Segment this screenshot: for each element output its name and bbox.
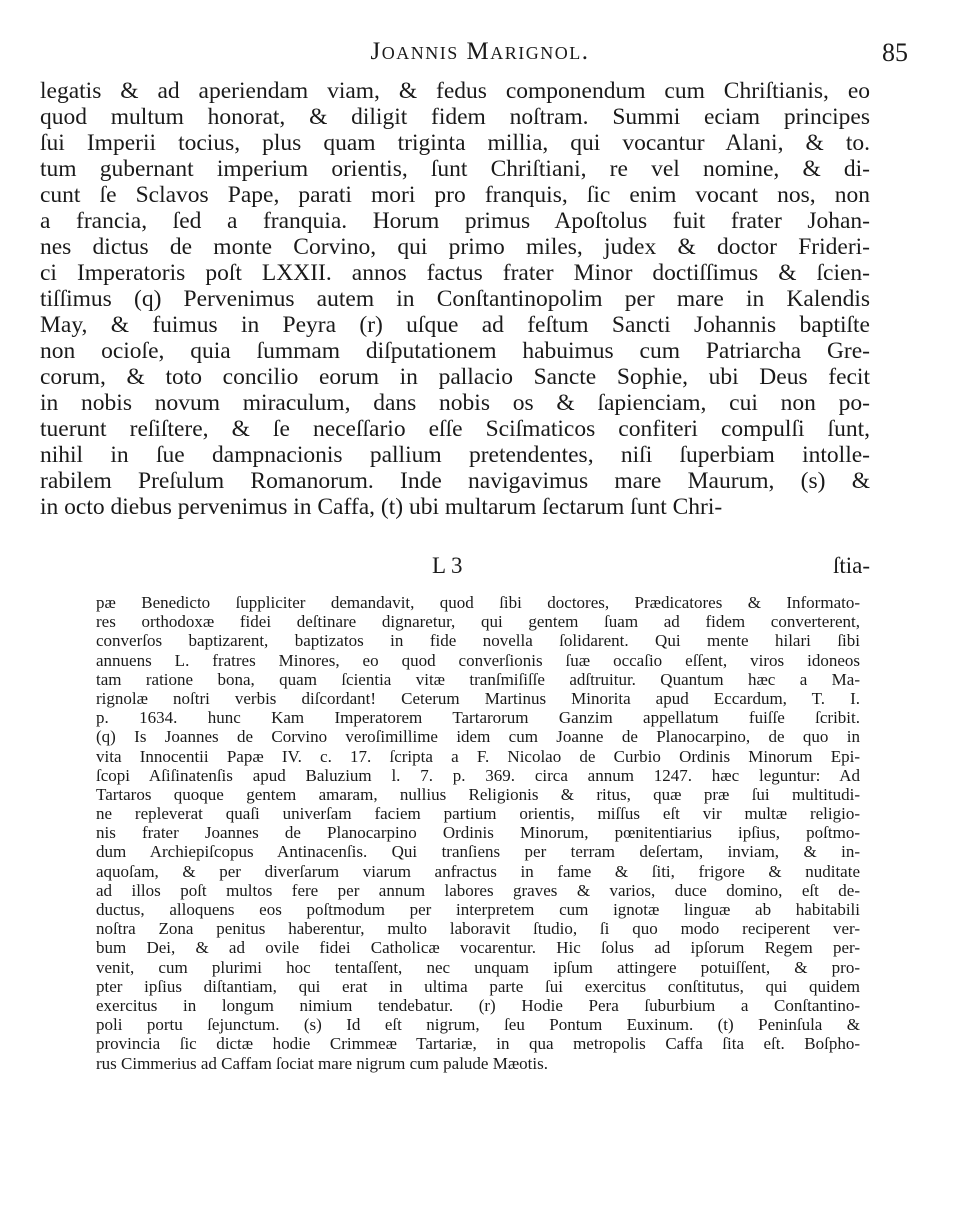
main-text-line: in octo diebus pervenimus in Caffa, (t) ubi multarum ſectarum ſunt Chri-	[40, 494, 723, 520]
main-text-line: nes dictus de monte Corvino, qui primo miles, judex & doctor Frideri-	[40, 234, 870, 260]
main-text-line: tiſſimus (q) Pervenimus autem in Conſtantinopolim per mare in Kalendis	[40, 286, 870, 312]
footnote-line: p. 1634. hunc Kam Imperatorem Tartarorum Ganzim appellatum fuiſſe ſcribit.	[96, 708, 860, 728]
footnote-line: annuens L. fratres Minores, eo quod converſionis ſuæ occaſio eſſent, viros idoneos	[96, 650, 860, 670]
footnote-line: venit, cum plurimi hoc tentaſſent, nec unquam ipſum attingere potuiſſent, & pro-	[96, 957, 860, 977]
footnote-line: Tartaros quoque gentem amaram, nullius Religionis & ritus, quæ præ ſui multitudi-	[96, 784, 860, 804]
main-text-line: corum, & toto concilio eorum in pallacio Sancte Sophie, ubi Deus fecit	[40, 364, 870, 390]
footnote-line: rignolæ noſtri verbis diſcordant! Ceterum Martinus Minorita apud Eccardum, T. I.	[96, 688, 860, 708]
running-title: Joannis Marignol.	[370, 38, 590, 65]
footnote-line: ductus, alloquens eos poſtmodum per interpretem cum ignotæ linguæ ab habitabili	[96, 900, 860, 919]
catchword: ſtia-	[832, 553, 870, 578]
footnote-line: tam ratione bona, quam ſcientia vitæ tranſmiſiſſe adſtruitur. Quantum hæc a Ma-	[96, 669, 860, 689]
footnote-line: exercitus in longum nimium tendebatur. (r) Hodie Pera ſuburbium a Conſtantino-	[96, 995, 860, 1015]
footnote-line: noſtra Zona penitus haberentur, multo laboravit ſtudio, ſi quo modo reciperent ver-	[96, 919, 860, 939]
footnote-line: bum Dei, & ad ovile fidei Catholicæ vocarentur. Hic ſolus ad ipſorum Regem per-	[96, 938, 860, 958]
running-head	[0, 34, 960, 74]
footnote-line: nis frater Joannes de Planocarpino Ordinis Minorum, pœnitentiarius ipſius, poſtmo-	[96, 823, 860, 843]
page-number: 85	[882, 38, 908, 67]
footnote-line: rus Cimmerius ad Caffam ſociat mare nigrum cum palude Mæotis.	[96, 1053, 548, 1073]
footnote-line: provincia ſic dictæ hodie Crimmeæ Tartariæ, in qua metropolis Caffa ſita eſt. Boſpho-	[96, 1034, 860, 1054]
footnote-line: aquoſam, & per diverſarum viarum anfractus in fame & ſiti, frigore & nuditate	[96, 861, 860, 881]
footnote-line: vita Innocentii Papæ IV. c. 17. ſcripta a F. Nicolao de Curbio Ordinis Minorum Epi-	[96, 746, 860, 766]
main-text-line: quod multum honorat, & diligit fidem noſtram. Summi eciam principes	[40, 104, 870, 130]
footnote-line: dum Archiepiſcopus Antinacenſis. Qui tranſiens per terram deſertam, inviam, & in-	[96, 842, 860, 862]
main-text-line: tum gubernant imperium orientis, ſunt Chriſtiani, re vel nomine, & di-	[40, 156, 870, 182]
footnote-line: res orthodoxæ fidei deſtinare dignaretur, qui gentem ſuam ad fidem converterent,	[96, 612, 860, 632]
main-text-line: rabilem Preſulum Romanorum. Inde navigavimus mare Maurum, (s) &	[40, 468, 870, 494]
main-text-line: May, & fuimus in Peyra (r) uſque ad feſtum Sancti Johannis baptiſte	[40, 312, 870, 338]
footnote-line: ne repleverat quaſi univerſam faciem partium orientis, miſſus eſt vir multæ religio-	[96, 804, 860, 824]
footnote-line: pter ipſius diſtantiam, qui erat in ultima parte ſui exercitus conſtitutus, qui quidem	[96, 976, 860, 996]
main-text-block	[40, 78, 870, 520]
footnote-line: pæ Benedicto ſuppliciter demandavit, quod ſibi doctores, Prædicatores & Informato-	[96, 593, 860, 612]
footnote-line: (q) Is Joannes de Corvino veroſimillime idem cum Joanne de Planocarpino, de quo in	[96, 727, 860, 747]
main-text-line: tuerunt reſiſtere, & ſe neceſſario eſſe Sciſmaticos confiteri compulſi ſunt,	[40, 416, 870, 442]
main-text-line: cunt ſe Sclavos Pape, parati mori pro franquis, ſic enim vocant nos, non	[40, 182, 870, 208]
main-text-line: ſui Imperii tocius, plus quam triginta millia, qui vocantur Alani, & to.	[40, 130, 870, 156]
main-text-line: ci Imperatoris poſt LXXII. annos factus frater Minor doctiſſimus & ſcien-	[40, 260, 870, 286]
signature-mark: L 3	[432, 553, 463, 578]
signature-row	[40, 553, 870, 583]
main-text-line: in nobis novum miraculum, dans nobis os & ſapienciam, cui non po-	[40, 390, 870, 416]
footnote-line: ſcopi Aſiſinatenſis apud Baluzium l. 7. p. 369. circa annum 1247. hæc leguntur: Ad	[96, 765, 860, 785]
footnote-line: converſos baptizarent, baptizatos in fide novella ſolidarent. Qui mente hilari ſibi	[96, 631, 860, 651]
main-text-line: a francia, ſed a franquia. Horum primus Apoſtolus fuit frater Johan-	[40, 208, 870, 234]
main-text-line: nihil in ſue dampnacionis pallium pretendentes, niſi ſuperbiam intolle-	[40, 442, 870, 468]
main-text-line: legatis & ad aperiendam viam, & fedus componendum cum Chriſtianis, eo	[40, 78, 870, 104]
footnotes-block	[96, 593, 860, 1073]
footnote-line: ad illos poſt multos fere per annum labores graves & varios, duce domino, eſt de-	[96, 880, 860, 900]
main-text-line: non ocioſe, quia ſummam diſputationem habuimus cum Patriarcha Gre-	[40, 338, 870, 364]
footnote-line: poli portu ſejunctum. (s) Id eſt nigrum, ſeu Pontum Euxinum. (t) Peninſula &	[96, 1015, 860, 1035]
